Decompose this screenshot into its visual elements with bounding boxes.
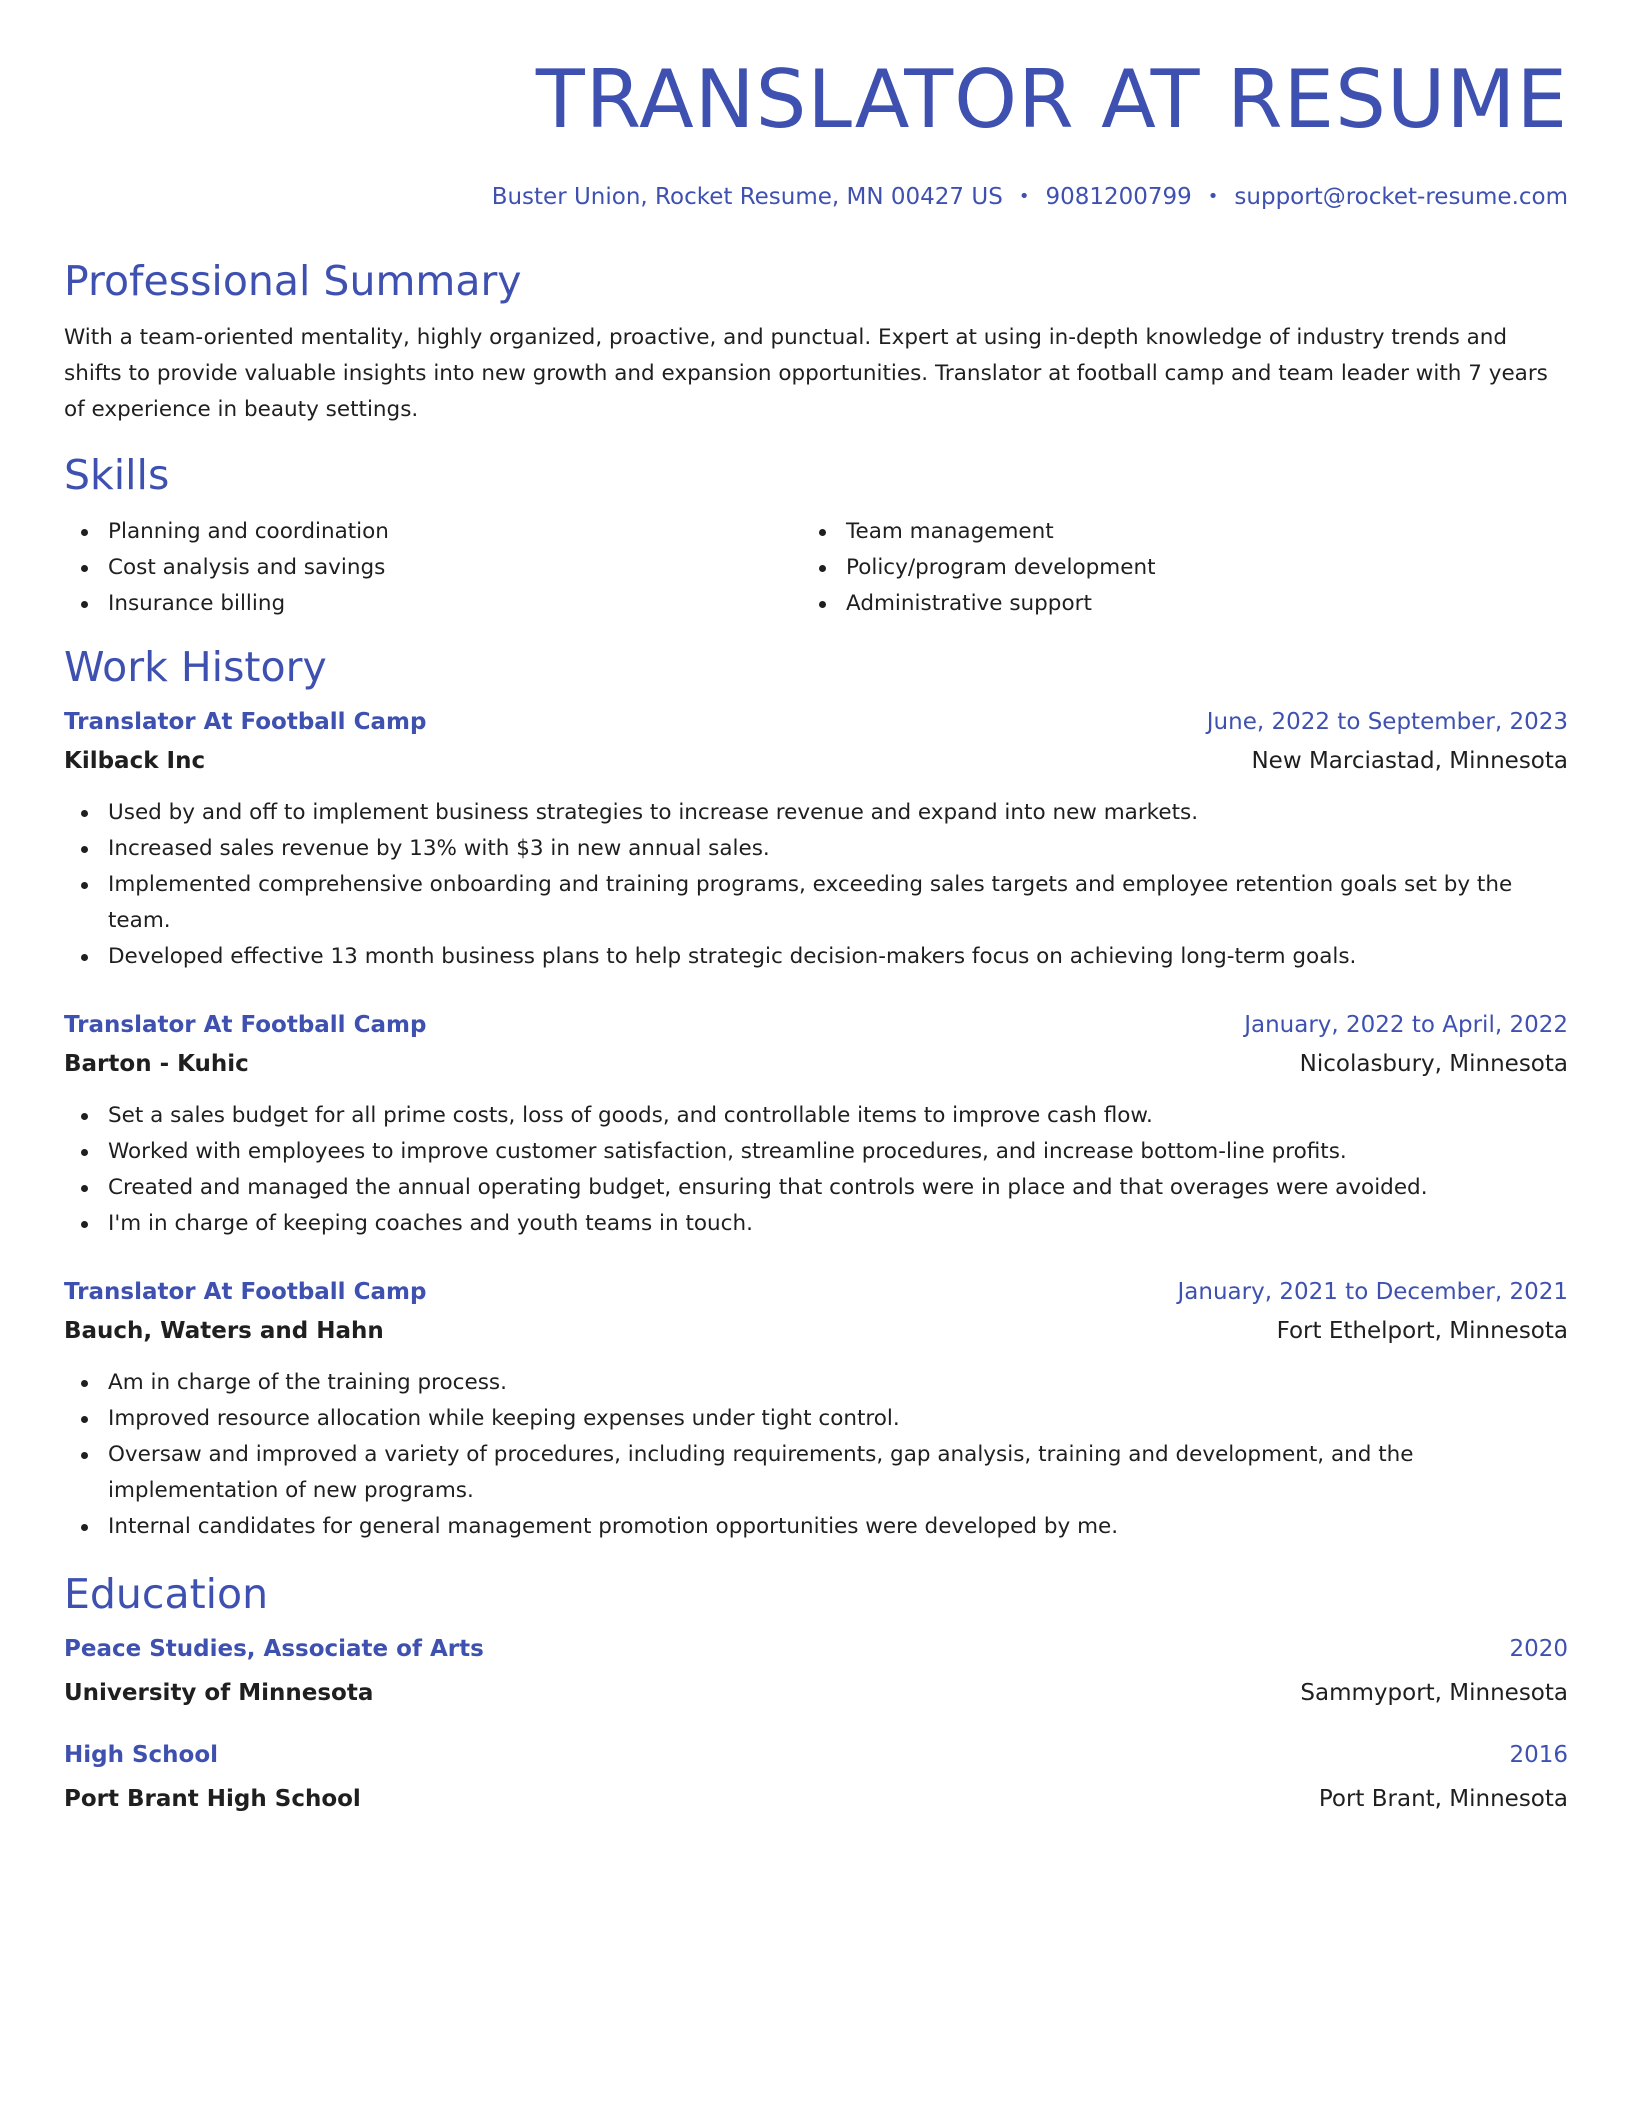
resume-header xyxy=(64,52,1568,212)
section-title-education: Education xyxy=(64,1570,269,1618)
skills-grid xyxy=(64,514,1568,622)
job-header-row xyxy=(64,1276,1568,1308)
education-location: Sammyport, Minnesota xyxy=(1300,1680,1568,1706)
contact-line xyxy=(64,182,1568,212)
job-entry xyxy=(64,1009,1568,1242)
education-entry xyxy=(64,1633,1568,1709)
job-duty-item: I'm in charge of keeping coaches and youth teams in touch. xyxy=(64,1206,1568,1242)
job-company: Kilback Inc xyxy=(64,748,206,774)
summary-text: With a team-oriented mentality, highly organized, proactive, and punctual. Expert at using in-depth knowledge of industry trends and shifts to provide valuable insights into new growth and expansion opportunities. Translator at football camp and team leader with 7 years of experience in beauty settings. xyxy=(64,325,1548,422)
job-company: Bauch, Waters and Hahn xyxy=(64,1318,384,1344)
job-duties xyxy=(64,795,1568,975)
job-duties xyxy=(64,1365,1568,1545)
job-duty-item: Implemented comprehensive onboarding and training programs, exceeding sales targets and employee retention goals set by the team. xyxy=(64,867,1568,939)
contact-separator: • xyxy=(1018,186,1030,207)
skills-column-right xyxy=(802,514,1540,622)
contact-address: Buster Union, Rocket Resume, MN 00427 US xyxy=(491,184,1003,210)
candidate-name: TRANSLATOR AT RESUME xyxy=(535,53,1568,146)
skills-column-left xyxy=(64,514,802,622)
contact-email[interactable]: support@rocket-resume.com xyxy=(1234,184,1568,210)
education-degree: High School xyxy=(64,1742,219,1768)
job-duties xyxy=(64,1098,1568,1242)
education-header-row xyxy=(64,1739,1568,1771)
education-entry xyxy=(64,1739,1568,1815)
skills-list-left xyxy=(64,514,802,622)
job-entry xyxy=(64,706,1568,975)
section-title-work-history: Work History xyxy=(64,643,327,691)
job-location: Fort Ethelport, Minnesota xyxy=(1276,1318,1568,1344)
job-title: Translator At Football Camp xyxy=(64,1279,427,1305)
skill-item: Administrative support xyxy=(802,586,1540,622)
skill-item: Cost analysis and savings xyxy=(64,550,802,586)
job-location: New Marciastad, Minnesota xyxy=(1251,748,1568,774)
education-header-row xyxy=(64,1633,1568,1665)
skill-item: Insurance billing xyxy=(64,586,802,622)
job-dates: January, 2021 to December, 2021 xyxy=(1177,1279,1568,1305)
job-entry xyxy=(64,1276,1568,1545)
section-title-skills: Skills xyxy=(64,451,170,499)
skills-list-right xyxy=(802,514,1540,622)
education-location: Port Brant, Minnesota xyxy=(1318,1786,1568,1812)
job-duty-item: Used by and off to implement business strategies to increase revenue and expand into new markets. xyxy=(64,795,1568,831)
job-duty-item: Am in charge of the training process. xyxy=(64,1365,1568,1401)
contact-phone[interactable]: 9081200799 xyxy=(1045,184,1192,210)
job-title: Translator At Football Camp xyxy=(64,1012,427,1038)
job-company: Barton - Kuhic xyxy=(64,1051,249,1077)
job-dates: June, 2022 to September, 2023 xyxy=(1206,709,1568,735)
skill-item: Planning and coordination xyxy=(64,514,802,550)
job-company-row xyxy=(64,1308,1568,1347)
education-school: University of Minnesota xyxy=(64,1680,374,1706)
contact-separator: • xyxy=(1207,186,1219,207)
skill-item: Team management xyxy=(802,514,1540,550)
education-degree: Peace Studies, Associate of Arts xyxy=(64,1636,484,1662)
job-duty-item: Improved resource allocation while keeping expenses under tight control. xyxy=(64,1401,1568,1437)
education-year: 2020 xyxy=(1509,1636,1568,1662)
job-location: Nicolasbury, Minnesota xyxy=(1299,1051,1568,1077)
job-duty-item: Oversaw and improved a variety of procedures, including requirements, gap analysis, training and development, and the implementation of new programs. xyxy=(64,1437,1568,1509)
job-duty-item: Set a sales budget for all prime costs, loss of goods, and controllable items to improve cash flow. xyxy=(64,1098,1568,1134)
section-title-summary: Professional Summary xyxy=(64,257,522,305)
job-dates: January, 2022 to April, 2022 xyxy=(1244,1012,1568,1038)
job-duty-item: Developed effective 13 month business plans to help strategic decision-makers focus on achieving long-term goals. xyxy=(64,939,1568,975)
job-duty-item: Worked with employees to improve customer satisfaction, streamline procedures, and increase bottom-line profits. xyxy=(64,1134,1568,1170)
job-company-row xyxy=(64,738,1568,777)
job-duty-item: Increased sales revenue by 13% with $3 in new annual sales. xyxy=(64,831,1568,867)
education-school-row xyxy=(64,1670,1568,1709)
job-title: Translator At Football Camp xyxy=(64,709,427,735)
job-header-row xyxy=(64,1009,1568,1041)
job-duty-item: Internal candidates for general management promotion opportunities were developed by me. xyxy=(64,1509,1568,1545)
education-school-row xyxy=(64,1776,1568,1815)
skill-item: Policy/program development xyxy=(802,550,1540,586)
job-company-row xyxy=(64,1041,1568,1080)
education-year: 2016 xyxy=(1509,1742,1568,1768)
education-school: Port Brant High School xyxy=(64,1786,361,1812)
job-duty-item: Created and managed the annual operating budget, ensuring that controls were in place and that overages were avoided. xyxy=(64,1170,1568,1206)
job-header-row xyxy=(64,706,1568,738)
